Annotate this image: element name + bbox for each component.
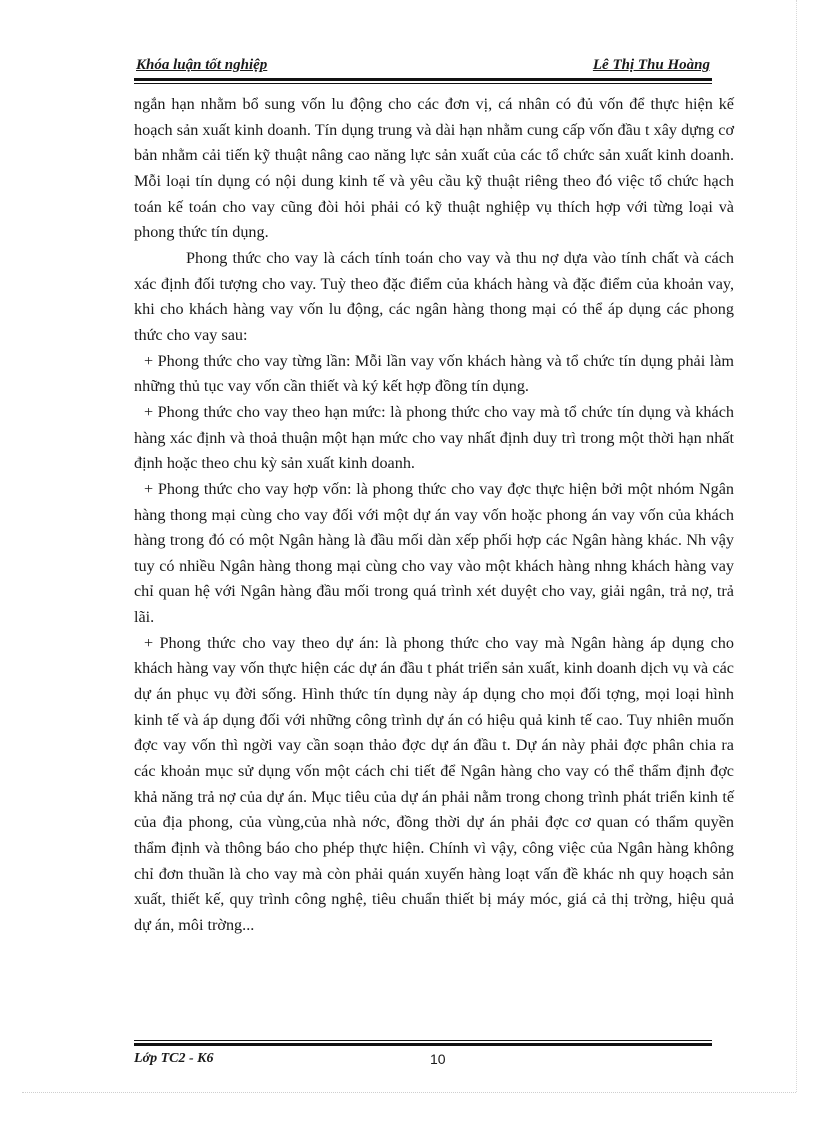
page-body	[134, 92, 734, 939]
header-rule-thin	[134, 83, 712, 84]
header-rule-thick	[134, 78, 712, 81]
header-thesis-title: Khóa luận tốt nghiệp	[136, 57, 268, 73]
header-author-name: Lê Thị Thu Hoàng	[592, 57, 710, 73]
page-edge-dotted-right	[796, 0, 797, 1092]
bullet-per-loan: + Phong thức cho vay từng lần: Mỗi lần vay vốn khách hàng và tổ chức tín dụng phải làm những thủ tục vay vốn cần thiết và ký kết hợp đồng tín dụng.	[134, 351, 734, 396]
footer-rule-thin	[134, 1040, 712, 1041]
footer-class-label: Lớp TC2 - K6	[134, 1051, 214, 1066]
bullet-project-based: + Phong thức cho vay theo dự án: là phong thức cho vay mà Ngân hàng áp dụng cho khách hàng vay vốn thực hiện các dự án đầu t phát triển sản xuất, kinh doanh dịch vụ và các dự án phục vụ đời sống. Hình thức tín dụng này áp dụng cho mọi đối tợng, mọi loại hình kinh tế và áp dụng đối với những công trình dự án có hiệu quả kinh tế cao. Tuy nhiên muốn đợc vay vốn thì ngời vay cần soạn thảo đợc dự án đầu t. Dự án này phải đợc phân chia ra các khoản mục sử dụng vốn một cách chi tiết để Ngân hàng cho vay có thể thẩm định đợc khả năng trả nợ của dự án. Mục tiêu của dự án phải nằm trong chong trình phát triển kinh tế của địa phong, của vùng,của nhà nớc, đồng thời dự án phải đợc cơ quan có thẩm quyền thẩm định và thông báo cho phép thực hiện. Chính vì vậy, công việc của Ngân hàng không chỉ đơn thuần là cho vay mà còn phải quán xuyến hàng loạt vấn đề khác nh quy hoạch sản xuất, thiết kế, quy trình công nghệ, tiêu chuẩn thiết bị máy móc, giá cả thị trờng, hiệu quả dự án, môi trờng...	[134, 633, 734, 934]
page-edge-dotted-bottom	[22, 1092, 796, 1093]
footer-rule-thick	[134, 1043, 712, 1046]
page-number: 10	[430, 1051, 446, 1067]
page-header	[134, 57, 712, 79]
paragraph-lending-methods: Phong thức cho vay là cách tính toán cho vay và thu nợ dựa vào tính chất và cách xác định đối tượng cho vay. Tuỳ theo đặc điểm của khách hàng và đặc điểm của khoản vay, khi cho khách hàng vay vốn lu động, các ngân hàng thong mại có thể áp dụng các phong thức cho vay sau:	[134, 248, 734, 344]
bullet-syndicated: + Phong thức cho vay hợp vốn: là phong thức cho vay đợc thực hiện bởi một nhóm Ngân hàng thong mại cùng cho vay đối với một dự án vay vốn hoặc phong án vay vốn của khách hàng trong đó có một Ngân hàng là đầu mối dàn xếp phối hợp các Ngân hàng khác. Nh vậy tuy có nhiều Ngân hàng thong mại cùng cho vay vào một khách hàng nhng khách hàng vay chỉ quan hệ với Ngân hàng đầu mối trong quá trình xét duyệt cho vay, giải ngân, trả nợ, trả lãi.	[134, 479, 734, 627]
paragraph-intro: ngắn hạn nhằm bổ sung vốn lu động cho các đơn vị, cá nhân có đủ vốn để thực hiện kế hoạch sản xuất kinh doanh. Tín dụng trung và dài hạn nhằm cung cấp vốn đầu t xây dựng cơ bản nhằm cải tiến kỹ thuật nâng cao năng lực sản xuất của các tổ chức sản xuất kinh doanh. Mỗi loại tín dụng có nội dung kinh tế và yêu cầu kỹ thuật riêng theo đó việc tổ chức hạch toán kế toán cho vay cũng đòi hỏi phải có kỹ thuật nghiệp vụ thích hợp với từng loại và phong thức tín dụng.	[134, 95, 734, 242]
bullet-credit-line: + Phong thức cho vay theo hạn mức: là phong thức cho vay mà tổ chức tín dụng và khách hàng xác định và thoả thuận một hạn mức cho vay nhất định duy trì trong một thời hạn nhất định hoặc theo chu kỳ sản xuất kinh doanh.	[134, 402, 734, 473]
